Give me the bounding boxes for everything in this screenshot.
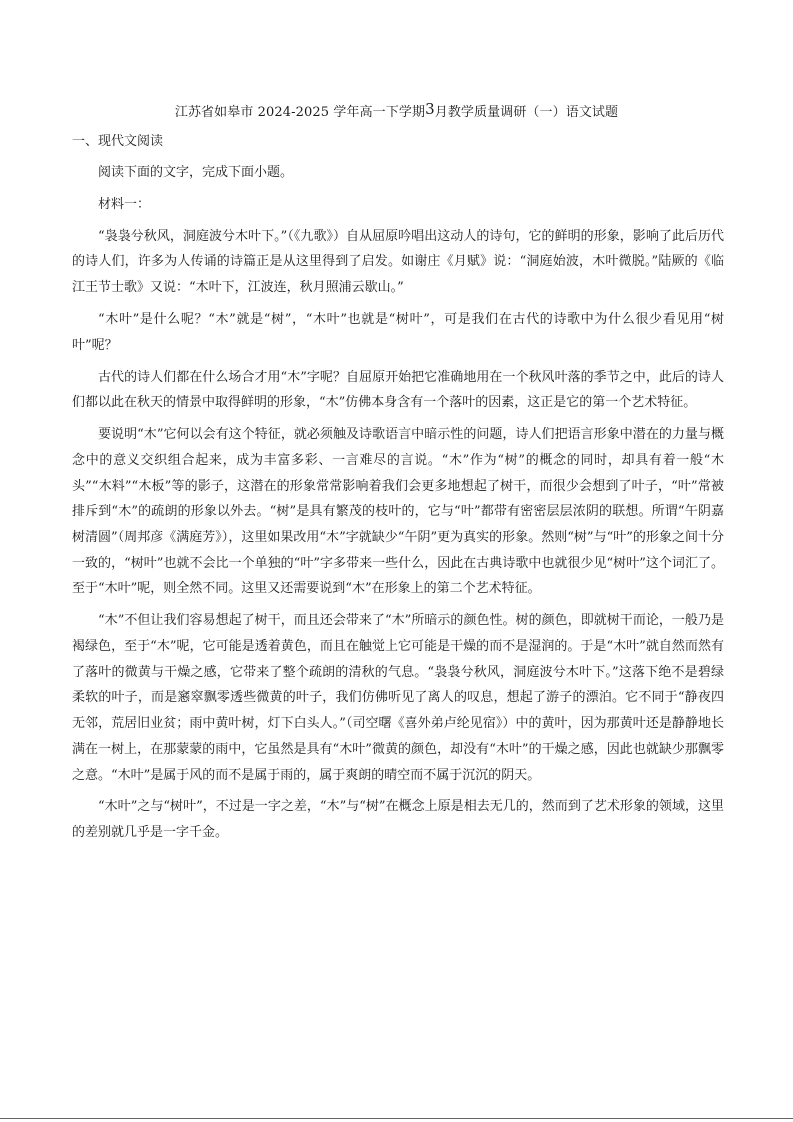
- paragraph-instruction: 阅读下面的文字，完成下面小题。: [98, 165, 294, 180]
- paragraph: 要说明“木”它何以会有这个特征，就必须触及诗歌语言中暗示性的问题，诗人们把语言形象中潜在的力量与概念中的意义交织组合起来，成为丰富多彩、一言难尽的言说。“木”作为“树”的概念的同时，却具有着一般“木头”“木料”“木板”等的影子，这潜在的形象常常影响着我们会更多地想起了树干，而很少会想到了叶子，“叶”常被排斥到“木”的疏朗的形象以外去。“树”是具有繁茂的枝叶的，它与“叶”都带有密密层层浓阴的联想。所谓“午阴嘉树清圆”（周邦彦《满庭芳》），这里如果改用“木”字就缺少“午阴”更为真实的形象。然则“树”与“叶”的形象之间十分一致的，“树叶”也就不会比一个单独的“叶”字多带来一些什么，因此在古典诗歌中也就很少见“树叶”这个词汇了。至于“木叶”呢，则全然不同。这里又还需要说到“木”在形象上的第二个艺术特征。: [72, 427, 724, 597]
- page-bottom-divider: [0, 1118, 793, 1119]
- title-month-number: 3: [425, 100, 435, 118]
- reading-material: [72, 160, 724, 852]
- title-text-before: 江苏省如皋市 2024-2025 学年高一下学期: [174, 105, 426, 120]
- paragraph-material-label: 材料一：: [98, 196, 151, 212]
- paragraph: 古代的诗人们都在什么场合才用“木”字呢？自屈原开始把它准确地用在一个秋风叶落的季节之中，此后的诗人们都以此在秋天的情景中取得鲜明的形象，“木”仿佛本身含有一个落叶的因素，这正是它的第一个艺术特征。: [72, 369, 724, 411]
- paragraph: “木叶”是什么呢？“木”就是“树”，“木叶”也就是“树叶”，可是我们在古代的诗歌中为什么很少看见用“树叶”呢？: [72, 312, 724, 353]
- document-title: [0, 100, 793, 124]
- paragraph: “木叶”之与“树叶”，不过是一字之差，“木”与“树”在概念上原是相去无几的，然而到了艺术形象的领域，这里的差别就几乎是一字千金。: [72, 799, 724, 841]
- paragraph: “木”不但让我们容易想起了树干，而且还会带来了“木”所暗示的颜色性。树的颜色，即就树干而论，一般乃是褐绿色，至于“木”呢，它可能是透着黄色，而且在触觉上它可能是干燥的而不是湿润的。于是“木叶”就自然而然有了落叶的微黄与干燥之感，它带来了整个疏朗的清秋的气息。“袅袅兮秋风，洞庭波兮木叶下。”这落下绝不是碧绿柔软的叶子，而是窸窣飘零透些微黄的叶子，我们仿佛听见了离人的叹息，想起了游子的漂泊。它不同于“静夜四无邻，荒居旧业贫；雨中黄叶树，灯下白头人。”（司空曙《喜外弟卢纶见宿》）中的黄叶，因为那黄叶还是静静地长满在一树上，在那蒙蒙的雨中，它虽然是具有“木叶”微黄的颜色，却没有“木叶”的干燥之感，因此也就缺少那飘零之意。“木叶”是属于风的而不是属于雨的，属于爽朗的晴空而不属于沉沉的阴天。: [72, 613, 724, 783]
- title-text-after: 月教学质量调研（一）语文试题: [434, 105, 619, 120]
- paragraph: “袅袅兮秋风，洞庭波兮木叶下。”（《九歌》）自从屈原吟唱出这动人的诗句，它的鲜明的形象，影响了此后历代的诗人们，许多为人传诵的诗篇正是从这里得到了启发。如谢庄《月赋》说：“洞庭始波，木叶微脱。”陆厥的《临江王节士歌》又说：“木叶下，江波连，秋月照浦云歇山。”: [72, 228, 724, 296]
- section-heading: 一、现代文阅读: [72, 134, 164, 149]
